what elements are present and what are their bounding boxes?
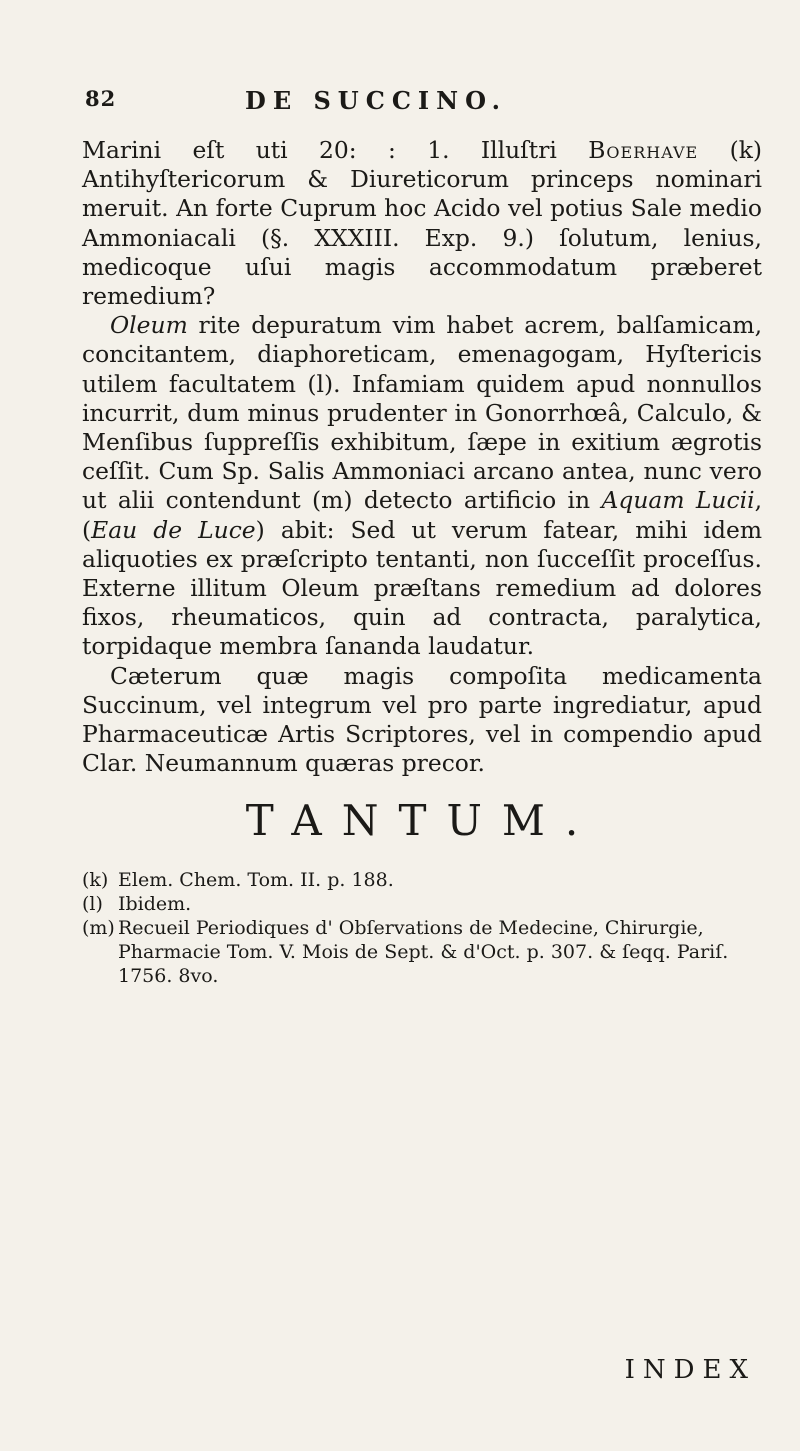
page-header — [82, 86, 760, 126]
footnote-text: Ibidem. — [118, 893, 192, 916]
oleum-heading-word: Oleum — [110, 311, 188, 340]
footnote-text: Recueil Periodiques d' Obſervations de Medecine, Chirurgie, Pharmacie Tom. V. Mois de Sept. & d'Oct. p. 307. & ſeqq. Pariſ. 1756. 8vo. — [118, 917, 729, 988]
paragraph-2-text-d: , ( — [82, 486, 763, 544]
page-number: 82 — [85, 86, 117, 111]
footnote-text: Elem. Chem. Tom. II. p. 188. — [118, 869, 394, 892]
footnote-l — [82, 892, 762, 916]
footnote-m — [82, 916, 762, 988]
footnote-key: (m) — [82, 917, 115, 940]
footnotes — [82, 868, 762, 988]
paragraph-2-text-b: rite depuratum vim habet acrem, balſamicam, concitantem, diaphoreticam, emenagogam, Hyſtericis utilem facultatem (l). Infamiam quidem apud nonnullos incurrit, dum minus prudenter in Gonorrhœâ, Calculo, & Menſibus ſuppreſſis exhibitum, ſæpe in exitium ægrotis ceſſit. Cum Sp. Salis Ammoniaci arcano antea, nunc vero ut alii contendunt (m) detecto artificio in — [82, 311, 762, 515]
paragraph-2-text-f: ) abit: Sed ut verum fatear, mihi idem aliquoties ex præſcripto tentanti, non ſucceſſit proceſſus. Externe illitum Oleum præſtans remedium ad dolores fixos, rheumaticos, quin ad contracta, paralytica, torpidaque membra ſananda laudatur. — [82, 515, 762, 661]
footnote-k — [82, 868, 762, 892]
paragraph-1-text-c: (k) Antihyſtericorum & Diureticorum princeps nominari meruit. An forte Cuprum hoc Acido vel potius Sale medio Ammoniacali (§. XXXIII. Exp. 9.) ſolutum, lenius, medicoque uſui magis accommodatum præberet remedium? — [82, 136, 762, 311]
paragraph-1-text-a: Marini eſt uti 20: : 1. Illuſtri — [82, 136, 589, 164]
eau-de-luce-term: Eau de Luce — [91, 515, 256, 544]
catchword: INDEX — [624, 1355, 756, 1385]
author-name-boerhave: Boerhave — [588, 136, 699, 164]
footnote-key: (k) — [82, 869, 109, 892]
running-head: DE SUCCINO. — [245, 86, 507, 115]
aquam-lucii-term: Aquam Lucii — [601, 486, 755, 515]
footnote-key: (l) — [82, 893, 103, 916]
paragraph-2 — [82, 311, 762, 661]
tantum-heading: TANTUM. — [245, 796, 599, 846]
paragraph-3 — [82, 662, 762, 779]
main-text — [82, 136, 762, 778]
paragraph-1 — [82, 136, 762, 311]
paragraph-3-text: Cæterum quæ magis compoſita medicamenta Succinum, vel integrum vel pro parte ingrediatur, apud Pharmaceuticæ Artis Scriptores, vel in compendio apud Clar. Neumannum quæras precor. — [82, 661, 762, 778]
